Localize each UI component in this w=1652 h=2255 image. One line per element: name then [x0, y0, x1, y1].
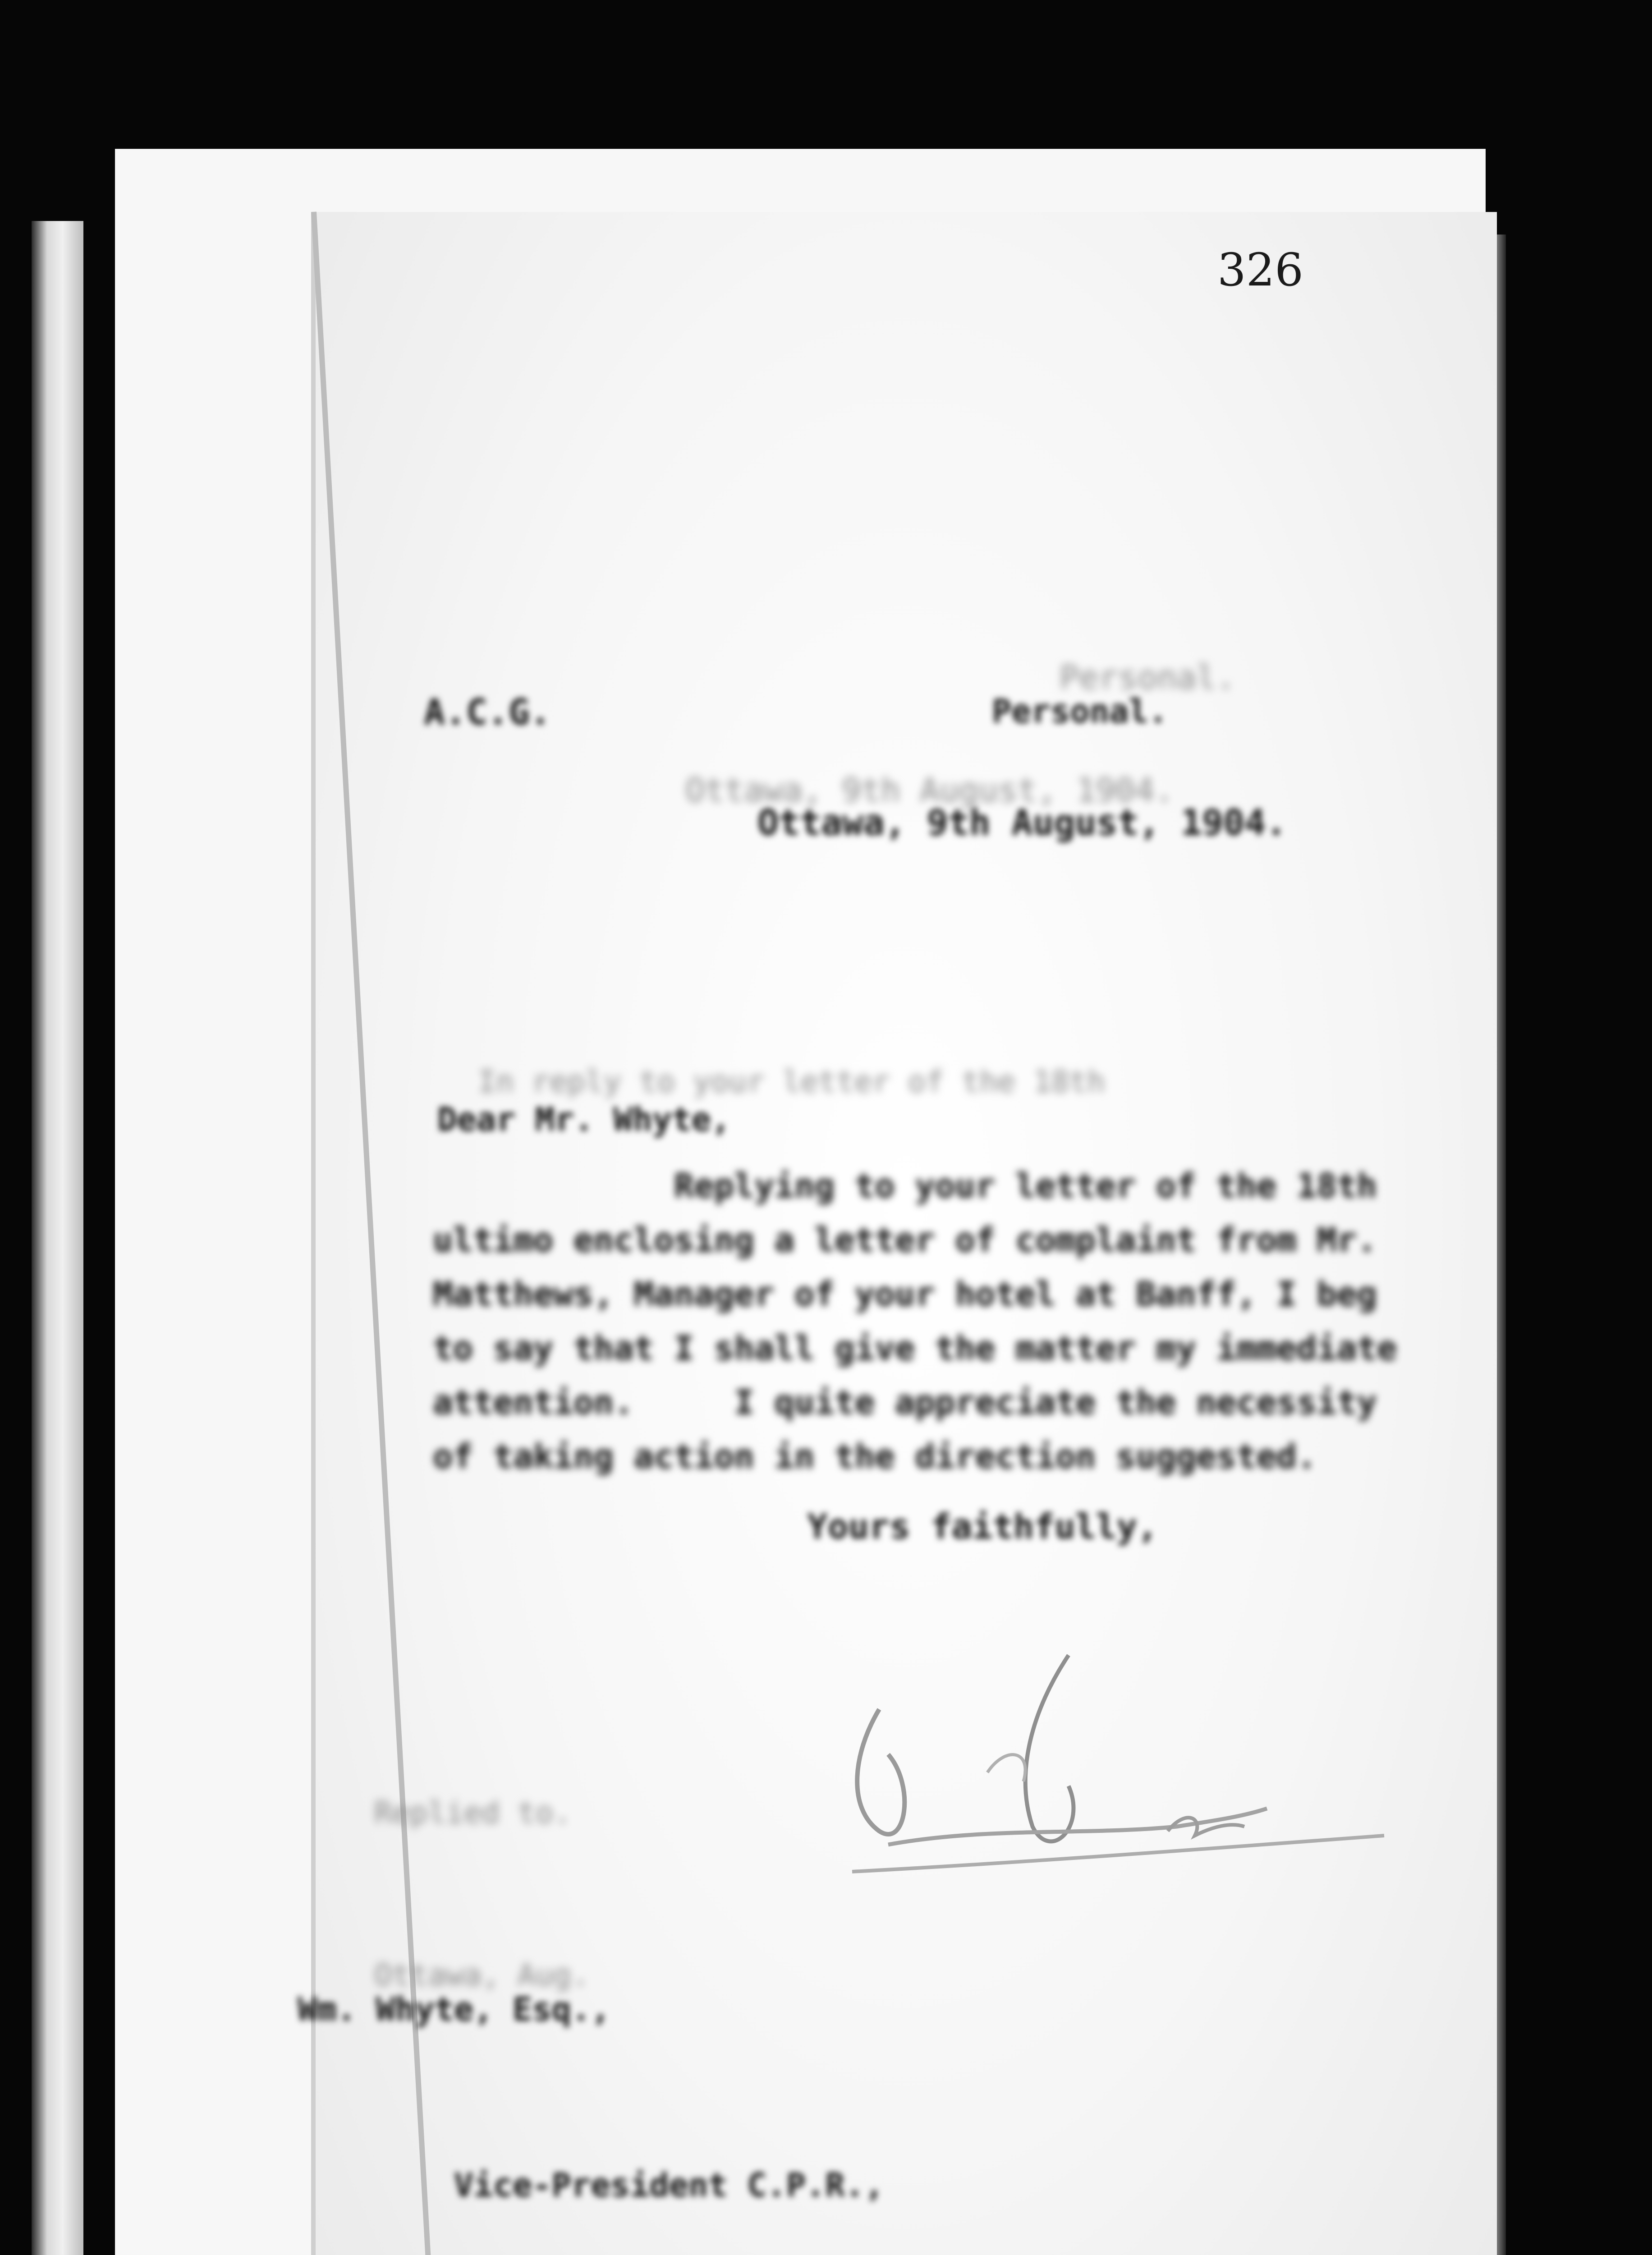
- folder-edge: [32, 221, 83, 2255]
- body-line: of taking action in the direction suggested.: [433, 1437, 1317, 1476]
- body-line: Replying to your letter of the 18th: [433, 1167, 1377, 1206]
- salutation-faint: In reply to your letter of the 18th: [478, 1064, 1105, 1099]
- personal-label-faint: Personal.: [1060, 658, 1236, 696]
- addressee-block: [298, 1863, 884, 2255]
- body-line: ultimo enclosing a letter of complaint from Mr.: [433, 1221, 1377, 1260]
- page-number: 326: [1217, 244, 1303, 296]
- letter-body: [433, 1159, 1397, 1484]
- body-line: Matthews, Manager of your hotel at Banff, I beg: [433, 1275, 1377, 1314]
- faint-note-line: Replied to.: [374, 1795, 572, 1830]
- body-line: attention. I quite appreciate the necessity: [433, 1383, 1377, 1422]
- salutation: Dear Mr. Whyte,: [437, 1100, 731, 1138]
- body-line: to say that I shall give the matter my immediate: [433, 1329, 1397, 1368]
- date-line-faint: Ottawa, 9th August, 1904.: [685, 771, 1174, 809]
- addressee-line: Wm. Whyte, Esq.,: [298, 1990, 610, 2028]
- addressee-line: Vice-President C.P.R.,: [298, 2166, 884, 2204]
- personal-label: Personal.: [992, 692, 1168, 730]
- faint-note-line: Ottawa, Aug.: [374, 1958, 589, 1993]
- date-line: Ottawa, 9th August, 1904.: [757, 803, 1287, 843]
- handwritten-signature: [798, 1637, 1407, 1917]
- office-marker: A.C.G.: [424, 692, 551, 733]
- closing: Yours faithfully,: [807, 1506, 1158, 1546]
